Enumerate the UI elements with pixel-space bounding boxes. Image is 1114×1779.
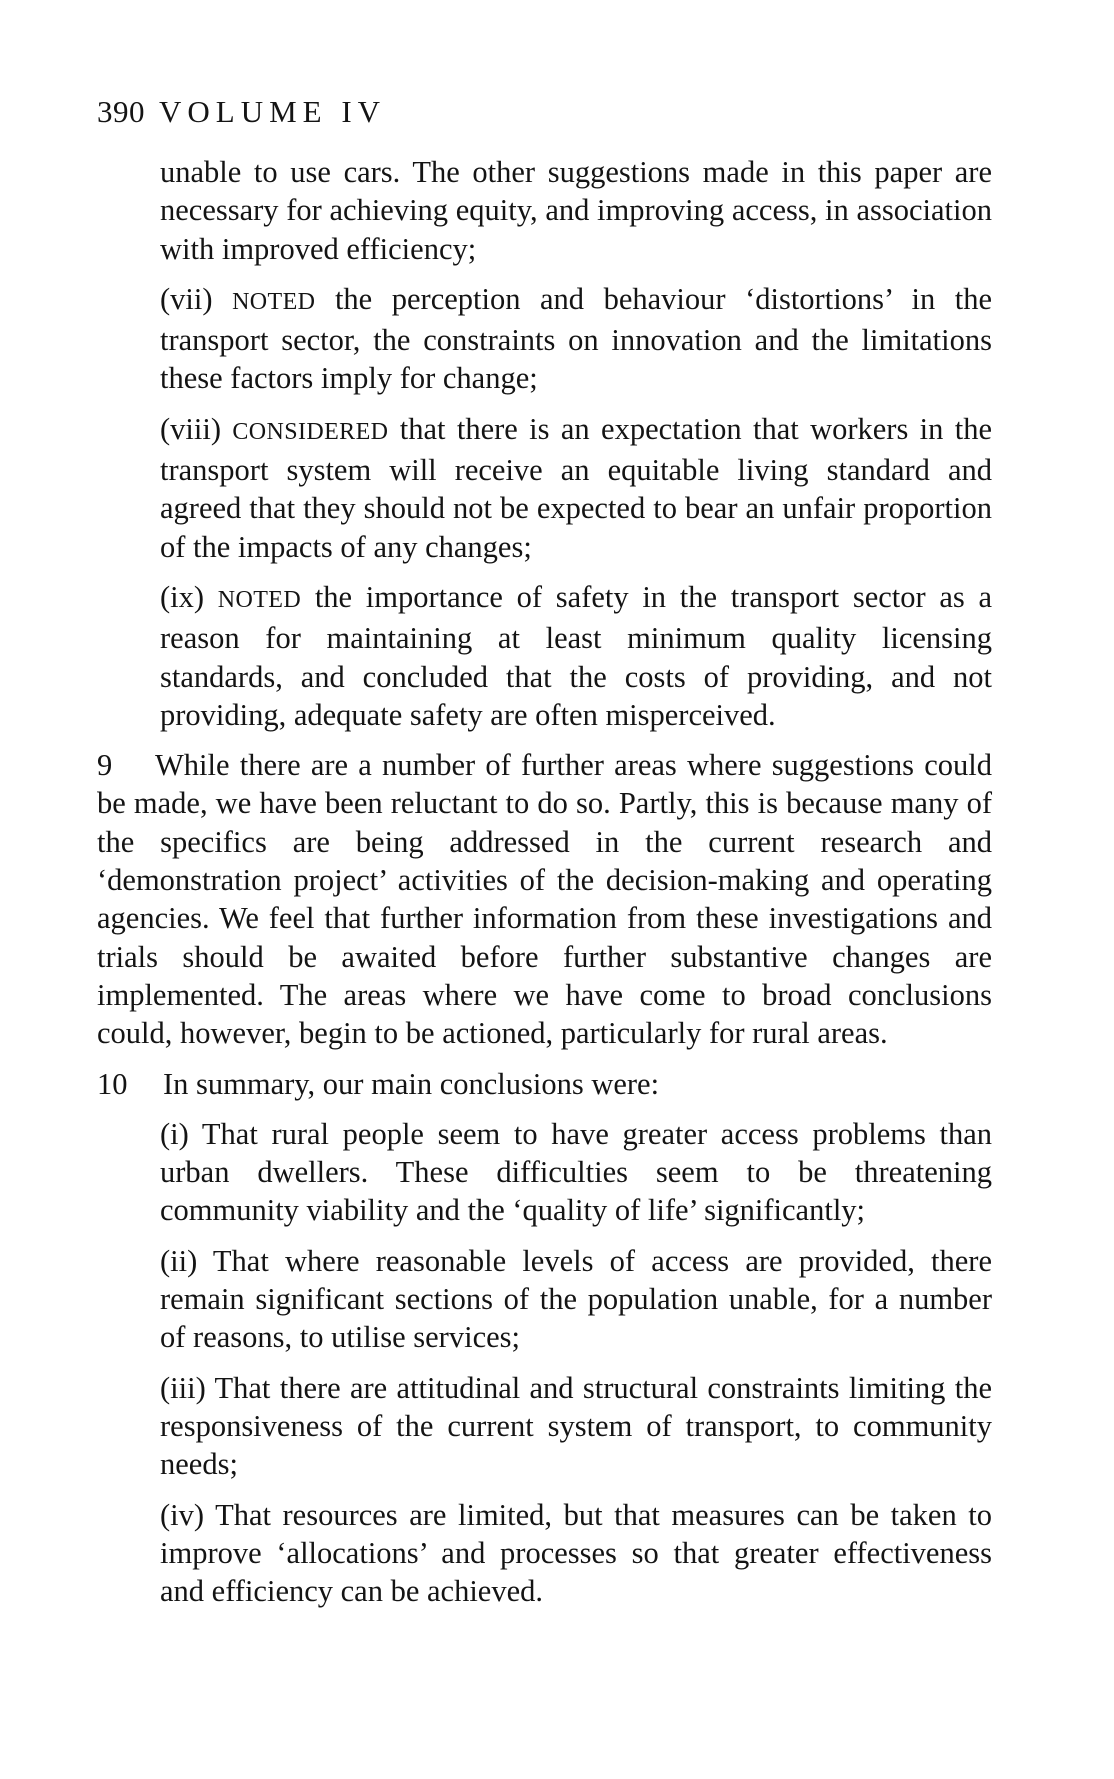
item-text: That there are attitudinal and structural constraints limiting the responsiveness of the current system of transport, to community needs; bbox=[160, 1370, 992, 1482]
conclusion-item-iii bbox=[160, 1369, 992, 1484]
volume-title: VOLUME IV bbox=[159, 94, 387, 129]
resolution-item-ix bbox=[160, 578, 992, 734]
body-text bbox=[97, 153, 992, 1610]
paragraph-10 bbox=[97, 1065, 992, 1103]
item-label: (viii) bbox=[160, 411, 221, 446]
paragraph-text: While there are a number of further areas where suggestions could be made, we have been reluctant to do so. Partly, this is because many of the specifics are being addressed in the current research and ‘demonstration project’ activities of the decision-making and operating agencies. We feel that further information from these investigations and trials should be awaited before further substantive changes are implemented. The areas where we have come to broad conclusions could, however, begin to be actioned, particularly for rural areas. bbox=[97, 748, 992, 1051]
item-text: that there is an expectation that workers in the transport system will receive an equitable living standard and agreed that they should not be expected to bear an unfair proportion of the impacts of any changes; bbox=[160, 411, 993, 564]
item-label: (iii) bbox=[160, 1370, 206, 1405]
conclusion-item-iv bbox=[160, 1496, 992, 1611]
item-text: That where reasonable levels of access are provided, there remain significant sections of the population unable, for a number of reasons, to utilise services; bbox=[160, 1243, 992, 1355]
item-label: (ix) bbox=[160, 579, 205, 614]
item-text: the importance of safety in the transport sector as a reason for maintaining at least minimum quality licensing standards, and concluded that the costs of providing, and not providing, adequate safety are often misperceived. bbox=[160, 579, 993, 732]
item-label: (ii) bbox=[160, 1243, 198, 1278]
item-verb: NOTED bbox=[217, 586, 302, 613]
item-label: (vii) bbox=[160, 281, 213, 316]
item-text: That resources are limited, but that measures can be taken to improve ‘allocations’ and processes so that greater effectiveness and efficiency can be achieved. bbox=[160, 1497, 992, 1609]
conclusion-item-ii bbox=[160, 1242, 992, 1357]
paragraph-number: 9 bbox=[97, 748, 113, 783]
page-number: 390 bbox=[97, 94, 145, 129]
item-text: That rural people seem to have greater access problems than urban dwellers. These difficulties seem to be threatening community viability and the ‘quality of life’ significantly; bbox=[160, 1116, 993, 1228]
conclusion-item-i bbox=[160, 1115, 992, 1230]
item-verb: NOTED bbox=[232, 288, 316, 315]
resolution-item-viii bbox=[160, 410, 992, 566]
running-head bbox=[97, 92, 386, 132]
item-label: (i) bbox=[160, 1116, 189, 1151]
continued-paragraph: unable to use cars. The other suggestions made in this paper are necessary for achieving equity, and improving access, in association with improved efficiency; bbox=[160, 155, 992, 266]
item-label: (iv) bbox=[160, 1497, 205, 1532]
paragraph-text: In summary, our main conclusions were: bbox=[163, 1066, 660, 1101]
paragraph-9 bbox=[97, 746, 992, 1052]
paragraph-number: 10 bbox=[97, 1066, 128, 1101]
item-text: the perception and behaviour ‘distortions’ in the transport sector, the constraints on innovation and the limitations these factors imply for change; bbox=[160, 281, 993, 396]
item-verb: CONSIDERED bbox=[232, 418, 389, 445]
resolution-item-vii bbox=[160, 280, 992, 398]
